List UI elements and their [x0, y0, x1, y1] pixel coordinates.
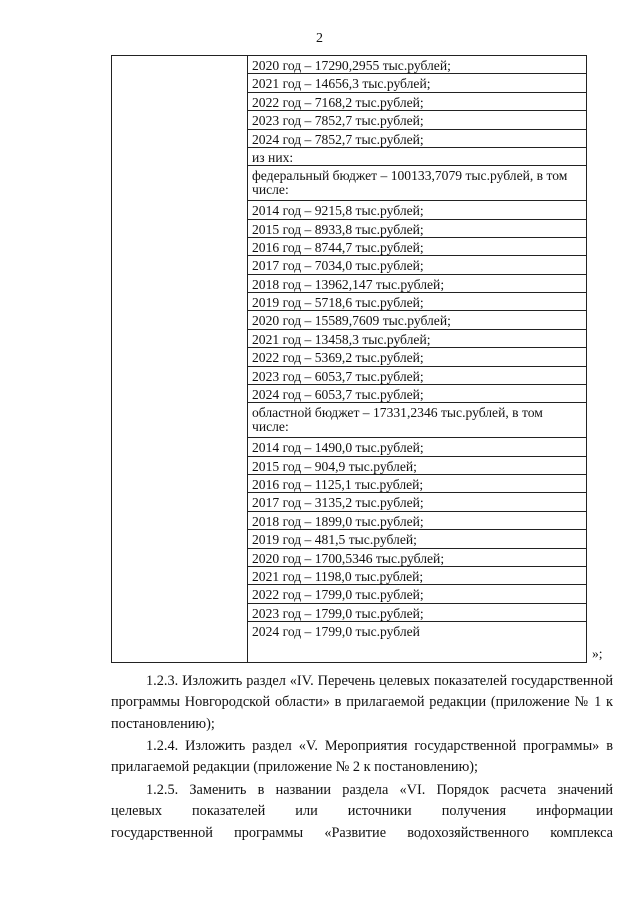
table-row: 2024 год – 1799,0 тыс.рублей	[252, 624, 420, 640]
paragraph-1-2-3: 1.2.3. Изложить раздел «IV. Перечень целевых показателей государственной программы Новгородской области» в прилагаемой редакции (приложение № 1 к постановлению);	[111, 673, 613, 732]
table-row: 2024 год – 6053,7 тыс.рублей;	[248, 385, 586, 403]
table-row: областной бюджет – 17331,2346 тыс.рублей, в том числе:	[248, 403, 586, 438]
table-row: 2017 год – 7034,0 тыс.рублей;	[248, 256, 586, 274]
table-row: федеральный бюджет – 100133,7079 тыс.рублей, в том числе:	[248, 166, 586, 201]
table-row: 2020 год – 1700,5346 тыс.рублей;	[248, 549, 586, 567]
table-row: 2023 год – 1799,0 тыс.рублей;	[248, 604, 586, 622]
table-row: 2020 год – 17290,2955 тыс.рублей;	[248, 56, 586, 74]
paragraph-1-2-5-line-3: государственной программы «Развитие водохозяйственного комплекса	[111, 824, 613, 841]
table-row: 2018 год – 1899,0 тыс.рублей;	[248, 512, 586, 530]
table-row: 2022 год – 5369,2 тыс.рублей;	[248, 348, 586, 366]
table-row: 2020 год – 15589,7609 тыс.рублей;	[248, 311, 586, 329]
table-row: 2021 год – 13458,3 тыс.рублей;	[248, 330, 586, 348]
table-row: 2015 год – 904,9 тыс.рублей;	[248, 457, 586, 475]
table-row: 2014 год – 1490,0 тыс.рублей;	[248, 438, 586, 456]
table-row: 2022 год – 1799,0 тыс.рублей;	[248, 585, 586, 603]
budget-table	[111, 55, 587, 663]
table-row: 2017 год – 3135,2 тыс.рублей;	[248, 493, 586, 511]
paragraph-1-2-5-line-2: целевых показателей или источники получения информации	[111, 803, 613, 820]
paragraph-1-2-4: 1.2.4. Изложить раздел «V. Мероприятия государственной программы» в прилагаемой редакции (приложение № 2 к постановлению);	[111, 738, 613, 776]
table-row: из них:	[248, 148, 586, 166]
paragraph-1-2-5-line-1: 1.2.5. Заменить в названии раздела «VI. Порядок расчета значений	[146, 782, 613, 798]
table-row: 2022 год – 7168,2 тыс.рублей;	[248, 93, 586, 111]
table-right-cell	[248, 56, 586, 641]
table-row: 2023 год – 6053,7 тыс.рублей;	[248, 367, 586, 385]
table-row: 2019 год – 481,5 тыс.рублей;	[248, 530, 586, 548]
table-left-cell	[112, 56, 248, 662]
table-row: 2023 год – 7852,7 тыс.рублей;	[248, 111, 586, 129]
paragraph-1-2-5	[111, 780, 613, 844]
table-row: 2014 год – 9215,8 тыс.рублей;	[248, 201, 586, 219]
table-row: 2016 год – 1125,1 тыс.рублей;	[248, 475, 586, 493]
table-row: 2021 год – 14656,3 тыс.рублей;	[248, 74, 586, 92]
table-row: 2016 год – 8744,7 тыс.рублей;	[248, 238, 586, 256]
page-number: 2	[316, 31, 323, 46]
table-row: 2024 год – 7852,7 тыс.рублей;	[248, 130, 586, 148]
closing-quote-mark: »;	[592, 646, 603, 661]
table-row: 2015 год – 8933,8 тыс.рублей;	[248, 220, 586, 238]
table-row: 2019 год – 5718,6 тыс.рублей;	[248, 293, 586, 311]
table-row: 2021 год – 1198,0 тыс.рублей;	[248, 567, 586, 585]
table-row: 2018 год – 13962,147 тыс.рублей;	[248, 275, 586, 293]
